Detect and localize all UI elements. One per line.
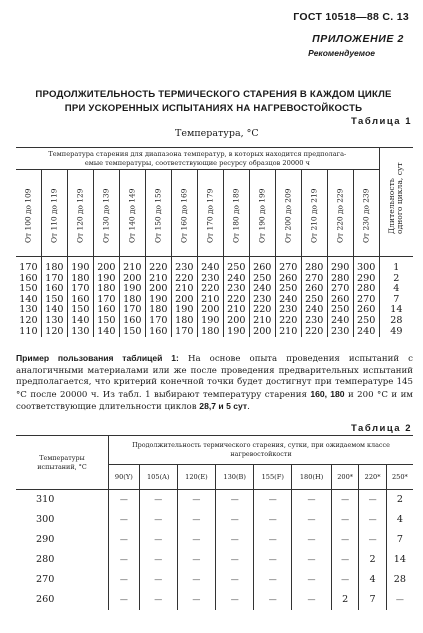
- table1-temp-cell: 180: [93, 284, 119, 295]
- table1-temp-cell: 260: [327, 295, 353, 306]
- table1-range-header: [41, 170, 67, 257]
- table2-value-cell: —: [109, 590, 140, 610]
- table1-range-header: [67, 170, 93, 257]
- table1-temp-cell: 200: [145, 284, 171, 295]
- title-line-1: ПРОДОЛЖИТЕЛЬНОСТЬ ТЕРМИЧЕСКОГО СТАРЕНИЯ В КАЖДОМ ЦИКЛЕ: [35, 89, 392, 100]
- table2-value-cell: —: [292, 590, 332, 610]
- table1-temp-cell: 140: [67, 316, 93, 327]
- table2-class-header: 105(A): [139, 465, 177, 490]
- range-header-text: От 200 до 209: [283, 188, 293, 243]
- table1-temp-cell: 200: [249, 327, 275, 338]
- table2-value-cell: —: [216, 550, 254, 570]
- table2-value-cell: —: [177, 550, 215, 570]
- table1-temp-cell: 260: [353, 305, 379, 316]
- table2-value-cell: —: [139, 530, 177, 550]
- table1-temp-cell: 170: [145, 316, 171, 327]
- table1-temp-cell: 180: [197, 327, 223, 338]
- table2-row-header: Температуры испытаний, °С: [16, 436, 109, 490]
- table1-temp-cell: 240: [223, 274, 249, 285]
- table1-temp-cell: 280: [353, 284, 379, 295]
- table1-temp-cell: 240: [353, 327, 379, 338]
- table2-class-header: 90(Y): [109, 465, 140, 490]
- table2-value-cell: —: [359, 530, 386, 550]
- table2-value-cell: —: [177, 510, 215, 530]
- table1-temp-cell: 200: [93, 257, 119, 274]
- table1-temp-cell: 210: [249, 316, 275, 327]
- range-header-text: От 220 до 229: [335, 188, 345, 243]
- table2-value-cell: —: [254, 490, 292, 511]
- table1-range-header: [301, 170, 327, 257]
- table2-value-cell: —: [216, 510, 254, 530]
- table1-temp-cell: 250: [275, 284, 301, 295]
- table1-temp-cell: 160: [41, 284, 67, 295]
- table1-caption: Таблица 1: [350, 116, 412, 127]
- table2-value-cell: —: [331, 570, 358, 590]
- range-header-text: От 210 до 219: [309, 188, 319, 243]
- table2-class-header: 250*: [386, 465, 413, 490]
- table1-temp-cell: 210: [223, 305, 249, 316]
- table2-value-cell: —: [359, 490, 386, 511]
- example-paragraph: [16, 353, 413, 414]
- table2-value-cell: —: [177, 570, 215, 590]
- table2-value-cell: 7: [359, 590, 386, 610]
- range-header-text: От 180 до 189: [231, 188, 241, 243]
- range-header-text: От 130 до 139: [101, 188, 111, 243]
- table1-temp-cell: 150: [19, 283, 38, 295]
- table1-temp-cell: 270: [275, 257, 301, 274]
- table1-temp-cell: 190: [145, 295, 171, 306]
- range-header-text: От 100 до 109: [23, 188, 33, 243]
- duration-header-text: Длительность одного цикла, сут: [387, 162, 405, 234]
- table1-temp-cell: 220: [171, 274, 197, 285]
- table1-temp-cell: 250: [353, 316, 379, 327]
- table2-value-cell: 4: [386, 510, 413, 530]
- table1-temp-cell: 170: [119, 305, 145, 316]
- table1-range-header: [197, 170, 223, 257]
- table1-temp-cell: 130: [41, 316, 67, 327]
- table2-value-cell: —: [139, 550, 177, 570]
- table1-temp-cell: 150: [119, 327, 145, 338]
- table1-duration-cell: 28: [379, 316, 413, 327]
- table1-temp-cell: 160: [93, 305, 119, 316]
- span-header-line-1: Температура старения для диапазона температур, в которых находится предполага-: [48, 149, 347, 158]
- table2: [16, 435, 413, 610]
- table1-range-header: [249, 170, 275, 257]
- table1-range-header: [353, 170, 379, 257]
- table1-temp-cell: 210: [197, 295, 223, 306]
- table1-temp-cell: 180: [67, 274, 93, 285]
- table1-temp-cell: 190: [197, 316, 223, 327]
- table1-temp-cell: 240: [197, 257, 223, 274]
- table1-duration-cell: 4: [379, 284, 413, 295]
- table1-temp-cell: 130: [67, 327, 93, 338]
- table1-temp-cell: 260: [275, 274, 301, 285]
- table1-temp-cell: 300: [353, 257, 379, 274]
- table1-range-header: [327, 170, 353, 257]
- table2-row: [16, 490, 413, 511]
- table1-temp-cell: 270: [301, 274, 327, 285]
- table1-temp-cell: 160: [19, 272, 38, 284]
- appendix-label: ПРИЛОЖЕНИЕ 2: [312, 33, 404, 45]
- table1-temp-cell: 250: [301, 295, 327, 306]
- table2-value-cell: —: [139, 590, 177, 610]
- table1-range-header: [171, 170, 197, 257]
- table2-class-header: 155(F): [254, 465, 292, 490]
- table2-class-header: 200*: [331, 465, 358, 490]
- table1-temp-cell: 230: [249, 295, 275, 306]
- table1-temp-cell: 210: [119, 257, 145, 274]
- table2-value-cell: —: [292, 550, 332, 570]
- table1-temp-cell: 230: [197, 274, 223, 285]
- table1-temp-cell: 240: [249, 284, 275, 295]
- table1-temp-cell: 230: [223, 284, 249, 295]
- range-header-text: От 120 до 129: [75, 188, 85, 243]
- table1-temp-cell: 220: [301, 327, 327, 338]
- table1: [16, 147, 413, 337]
- table2-temp-cell: 280: [36, 554, 55, 565]
- table1-temp-cell: 270: [353, 295, 379, 306]
- table2-value-cell: —: [386, 590, 413, 610]
- table2-value-cell: —: [292, 530, 332, 550]
- table2-value-cell: 4: [359, 570, 386, 590]
- table2-class-header: 130(B): [216, 465, 254, 490]
- table2-value-cell: —: [177, 590, 215, 610]
- table2-value-cell: —: [331, 510, 358, 530]
- table2-row: [16, 550, 413, 570]
- table2-class-header: 120(E): [177, 465, 215, 490]
- table1-duration-cell: 49: [379, 327, 413, 338]
- table1-range-header: [16, 170, 41, 257]
- table1-temp-cell: 170: [19, 262, 38, 273]
- table2-value-cell: —: [254, 590, 292, 610]
- title-line-2: ПРИ УСКОРЕННЫХ ИСПЫТАНИЯХ НА НАГРЕВОСТОЙКОСТЬ: [64, 103, 363, 114]
- example-text-1: На основе опыта проведения испытаний с аналогичными материалами или же после проведения предварительных испытаний предполагается, что критерий конечной точки будет достигнут при температуре 145 °С после 20000 ч. Из табл. 1 выбирают температуру старения: [16, 354, 413, 400]
- table1-temp-cell: 210: [275, 327, 301, 338]
- table1-duration-cell: 2: [379, 274, 413, 285]
- table1-temp-cell: 120: [41, 327, 67, 338]
- table1-temp-cell: 160: [119, 316, 145, 327]
- table1-temp-cell: 160: [67, 295, 93, 306]
- table1-temp-cell: 220: [145, 257, 171, 274]
- table1-temp-cell: 230: [327, 327, 353, 338]
- table2-value-cell: 2: [359, 550, 386, 570]
- table2-value-cell: —: [216, 590, 254, 610]
- table2-value-cell: —: [177, 490, 215, 511]
- table2-class-header: 180(H): [292, 465, 332, 490]
- table1-range-header: [119, 170, 145, 257]
- table2-value-cell: —: [331, 490, 358, 511]
- table2-value-cell: —: [292, 510, 332, 530]
- table2-value-cell: —: [292, 570, 332, 590]
- table1-temp-cell: 280: [327, 274, 353, 285]
- table1-temp-cell: 240: [275, 295, 301, 306]
- table1-temp-cell: 140: [41, 305, 67, 316]
- table1-temp-cell: 210: [145, 274, 171, 285]
- table1-range-header: [223, 170, 249, 257]
- table1-duration-cell: 7: [379, 295, 413, 306]
- range-header-text: От 110 до 119: [49, 188, 59, 243]
- table1-duration-header: [379, 148, 413, 257]
- table1-temp-cell: 250: [223, 257, 249, 274]
- table1-temp-cell: 200: [171, 295, 197, 306]
- table1-temp-cell: 130: [19, 304, 38, 316]
- table1-temp-cell: 190: [223, 327, 249, 338]
- table2-value-cell: —: [216, 530, 254, 550]
- table2-value-cell: —: [331, 550, 358, 570]
- range-header-text: От 190 до 199: [257, 188, 267, 243]
- table2-value-cell: —: [359, 510, 386, 530]
- table1-row: [16, 316, 413, 327]
- table1-temp-cell: 120: [19, 314, 38, 326]
- table1-temp-cell: 220: [249, 305, 275, 316]
- table1-temp-cell: 200: [119, 274, 145, 285]
- table1-temp-cell: 230: [275, 305, 301, 316]
- table2-temp-cell: 310: [36, 494, 55, 505]
- table2-value-cell: —: [177, 530, 215, 550]
- table2-row: [16, 590, 413, 610]
- table2-value-cell: —: [139, 570, 177, 590]
- table1-temp-cell: 150: [93, 316, 119, 327]
- table1-temp-cell: 150: [67, 305, 93, 316]
- table1-temp-cell: 180: [171, 316, 197, 327]
- table2-value-cell: 28: [386, 570, 413, 590]
- table1-duration-cell: 14: [379, 305, 413, 316]
- span-header-line-2: емые температуры, соответствующие ресурсу образцов 20000 ч: [84, 158, 310, 167]
- table1-temp-cell: 270: [327, 284, 353, 295]
- range-header-text: От 140 до 149: [127, 188, 137, 243]
- table1-temp-cell: 280: [301, 257, 327, 274]
- table1-temp-cell: 190: [171, 305, 197, 316]
- table1-temp-cell: 220: [275, 316, 301, 327]
- table1-temp-cell: 290: [327, 257, 353, 274]
- table2-value-cell: —: [139, 490, 177, 511]
- table2-value-cell: —: [254, 570, 292, 590]
- table1-span-header: [16, 148, 379, 170]
- table1-row: [16, 327, 413, 338]
- range-header-text: От 160 до 169: [179, 188, 189, 243]
- table2-row: [16, 570, 413, 590]
- table2-value-cell: —: [109, 510, 140, 530]
- table1-temp-cell: 110: [19, 325, 38, 337]
- table1-temp-cell: 180: [145, 305, 171, 316]
- table2-row: [16, 530, 413, 550]
- table1-temp-cell: 190: [93, 274, 119, 285]
- example-bold-1: 160, 180: [310, 388, 345, 399]
- table2-row: [16, 510, 413, 530]
- table2-span-header: Продолжительность термического старения, сутки, при ожидаемом классе нагревостойкости: [109, 436, 414, 465]
- table1-temp-cell: 140: [19, 293, 38, 305]
- range-header-text: От 150 до 159: [153, 188, 163, 243]
- table1-temp-cell: 250: [249, 274, 275, 285]
- example-bold-2: 28,7 и 5 сут: [199, 401, 248, 412]
- table1-temp-cell: 230: [171, 257, 197, 274]
- range-header-text: От 230 до 239: [361, 188, 371, 243]
- table1-temp-cell: 170: [171, 327, 197, 338]
- table2-value-cell: 7: [386, 530, 413, 550]
- table1-temp-cell: 250: [327, 305, 353, 316]
- table2-temp-cell: 290: [36, 534, 55, 545]
- table2-temp-cell: 260: [36, 594, 55, 605]
- table1-temp-cell: 240: [327, 316, 353, 327]
- table1-temp-cell: 220: [223, 295, 249, 306]
- table2-temp-cell: 300: [36, 514, 55, 525]
- table1-temp-cell: 200: [223, 316, 249, 327]
- table2-value-cell: —: [139, 510, 177, 530]
- table1-range-header: [145, 170, 171, 257]
- table1-temp-cell: 190: [67, 257, 93, 274]
- table2-value-cell: 2: [331, 590, 358, 610]
- table2-value-cell: —: [292, 490, 332, 511]
- table2-value-cell: —: [331, 530, 358, 550]
- table1-temp-cell: 160: [145, 327, 171, 338]
- table2-value-cell: —: [109, 530, 140, 550]
- table1-temp-cell: 290: [353, 274, 379, 285]
- table2-value-cell: —: [254, 510, 292, 530]
- document-title: [15, 88, 412, 116]
- standard-header: ГОСТ 10518—88 С. 13: [293, 11, 409, 23]
- range-header-text: От 170 до 179: [205, 188, 215, 243]
- table1-temp-cell: 200: [197, 305, 223, 316]
- table1-temp-cell: 260: [249, 257, 275, 274]
- example-text-2: и 200 °С и им соответствующие длительности циклов: [16, 389, 413, 413]
- table1-duration-cell: 1: [379, 257, 413, 274]
- table2-value-cell: —: [109, 550, 140, 570]
- table1-temp-cell: 170: [93, 295, 119, 306]
- table1-temp-cell: 180: [119, 295, 145, 306]
- table1-temp-cell: 260: [301, 284, 327, 295]
- table2-value-cell: 14: [386, 550, 413, 570]
- table2-value-cell: —: [109, 490, 140, 511]
- table2-temp-cell: 270: [36, 574, 55, 585]
- example-text-3: .: [247, 402, 250, 413]
- table1-temp-cell: 240: [301, 305, 327, 316]
- table1-temp-cell: 170: [67, 284, 93, 295]
- table1-temp-cell: 190: [119, 284, 145, 295]
- table1-temp-cell: 140: [93, 327, 119, 338]
- table2-value-cell: —: [109, 570, 140, 590]
- table2-value-cell: 2: [386, 490, 413, 511]
- table1-temp-cell: 180: [41, 257, 67, 274]
- table1-temp-cell: 230: [301, 316, 327, 327]
- appendix-status: Рекомендуемое: [308, 48, 375, 58]
- table1-temp-cell: 210: [171, 284, 197, 295]
- table1-temp-cell: 220: [197, 284, 223, 295]
- table1-row: [16, 257, 413, 274]
- table1-range-header: [93, 170, 119, 257]
- table1-temp-cell: 150: [41, 295, 67, 306]
- table1-range-header: [275, 170, 301, 257]
- table2-class-header: 220*: [359, 465, 386, 490]
- table2-value-cell: —: [254, 530, 292, 550]
- table2-caption: Таблица 2: [350, 423, 412, 434]
- example-lead: Пример пользования таблицей 1:: [16, 353, 179, 363]
- table2-value-cell: —: [216, 490, 254, 511]
- table2-value-cell: —: [254, 550, 292, 570]
- table1-temp-cell: 170: [41, 274, 67, 285]
- table2-value-cell: —: [216, 570, 254, 590]
- table1-temp-label: Температура, °С: [175, 128, 259, 139]
